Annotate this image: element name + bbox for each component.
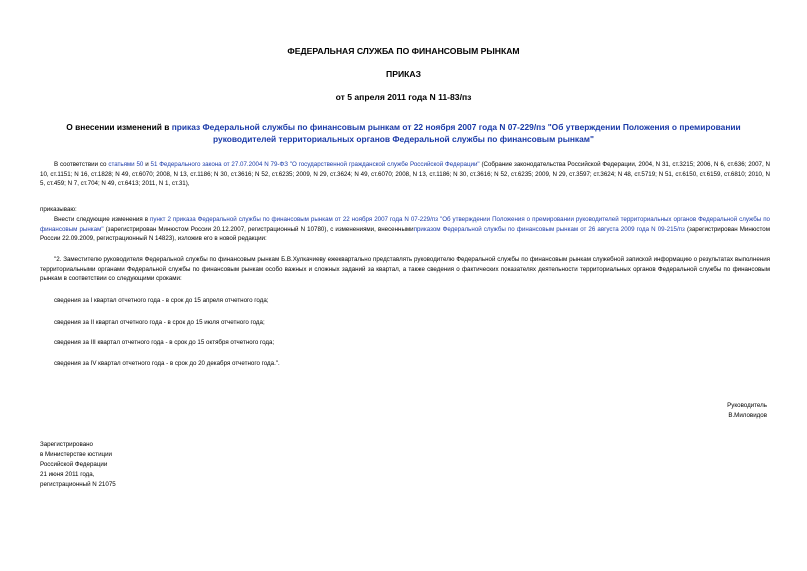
agency-heading: ФЕДЕРАЛЬНАЯ СЛУЖБА ПО ФИНАНСОВЫМ РЫНКАМ — [287, 46, 520, 56]
registration-block — [40, 440, 116, 490]
list-item: сведения за I квартал отчетного года - в срок до 15 апреля отчетного года; — [54, 297, 269, 304]
signatory-role: Руководитель — [727, 402, 767, 409]
signature-block — [727, 401, 767, 421]
signatory-name: В.Миловидов — [728, 412, 767, 419]
order-word: приказываю: — [40, 206, 77, 213]
preamble-text-3: (Собрание законодательства Российской Федерации, 2004, N 31, ст.3215; 2006, N 6, ст.636; 2007, N 10, ст.1151; N 16, ст.1828; N 49, ст.6070; 2008, N 13, ст.1186; N 30, ст.3616; N 52, ст.6235; 2009, N 29, ст.3624; N 49, ст.6070; 2008, N 13, ст.1186; N 30, ст.3616; N 52, ст.6235; 2009, N 29, ст.3597; ст.3624; N 48, ст.5719; N 51, ст.6150, ст.6159, ст.6810; 2010, N 5, ст.459; N 7, ст.704; N 49, ст.6413; 2011, N 1, ст.31), — [40, 161, 770, 188]
registration-line: Российской Федерации — [40, 461, 108, 468]
order-date-number: от 5 апреля 2011 года N 11-83/пз — [335, 92, 472, 102]
amendment-paragraph — [40, 215, 770, 244]
amendment-text-3: (зарегистрирован Минюстом России 22.09.2009, регистрационный N 14823), изложив его в новой редакции: — [40, 225, 770, 243]
list-item: сведения за II квартал отчетного года - в срок до 15 июля отчетного года; — [54, 319, 265, 326]
law-article-link[interactable]: статьями 50 — [108, 161, 144, 168]
registration-line: Зарегистрировано — [40, 441, 93, 448]
amendment-text-1: Внести следующие изменения в — [54, 216, 151, 223]
registration-line: 21 июня 2011 года, — [40, 471, 95, 478]
federal-law-link[interactable]: 51 Федерального закона от 27.07.2004 N 79-ФЗ "О государственной гражданской службе Российской Федерации" — [150, 161, 480, 168]
list-item: сведения за IV квартал отчетного года - в срок до 20 декабря отчетного года.". — [54, 360, 280, 367]
amended-order-link[interactable]: пункт 2 приказа Федеральной службы по финансовым рынкам от 22 ноября 2007 года N 07-229/пз "Об утверждении Положения о премировании руководителей территориальных органов Федеральной службы по финансовым рынкам" — [40, 216, 771, 233]
registration-line: регистрационный N 21075 — [40, 481, 116, 488]
preamble-paragraph — [40, 160, 770, 189]
title-link[interactable]: приказ Федеральной службы по финансовым рынкам от 22 ноября 2007 года N 07-229/пз "Об утверждении Положения о премировании руководителей территориальных органов Федеральной службы по финансовым рынкам" — [171, 122, 741, 144]
amending-order-link[interactable]: приказом Федеральной службы по финансовым рынкам от 26 августа 2009 года N 09-215/пз — [413, 225, 685, 233]
quoted-clause: "2. Заместителю руководителя Федеральной службы по финансовым рынкам Б.В.Хулкачиеву ежеквартально представлять руководителю Федеральной службы по финансовым рынкам служебной запиской информацию о результатах выполнения территориальными органами Федеральной службы по финансовым рынкам особо важных и сложных заданий за квартал, а также сведения о фактических показателях деятельности территориальных органов Федеральной службы по финансовым рынкам в соответствии со следующими сроками: — [40, 256, 770, 283]
amendment-text-2: (зарегистрирован Минюстом России 20.12.2007, регистрационный N 10780), с изменениями, внесенными — [103, 225, 414, 233]
preamble-text-1: В соответствии со — [54, 161, 109, 168]
document-type: ПРИКАЗ — [386, 69, 421, 79]
title-prefix: О внесении изменений в — [66, 122, 172, 132]
order-title — [40, 121, 767, 145]
registration-line: в Министерстве юстиции — [40, 451, 113, 458]
list-item: сведения за III квартал отчетного года - в срок до 15 октября отчетного года; — [54, 339, 275, 346]
preamble-text-2: и — [143, 161, 151, 168]
